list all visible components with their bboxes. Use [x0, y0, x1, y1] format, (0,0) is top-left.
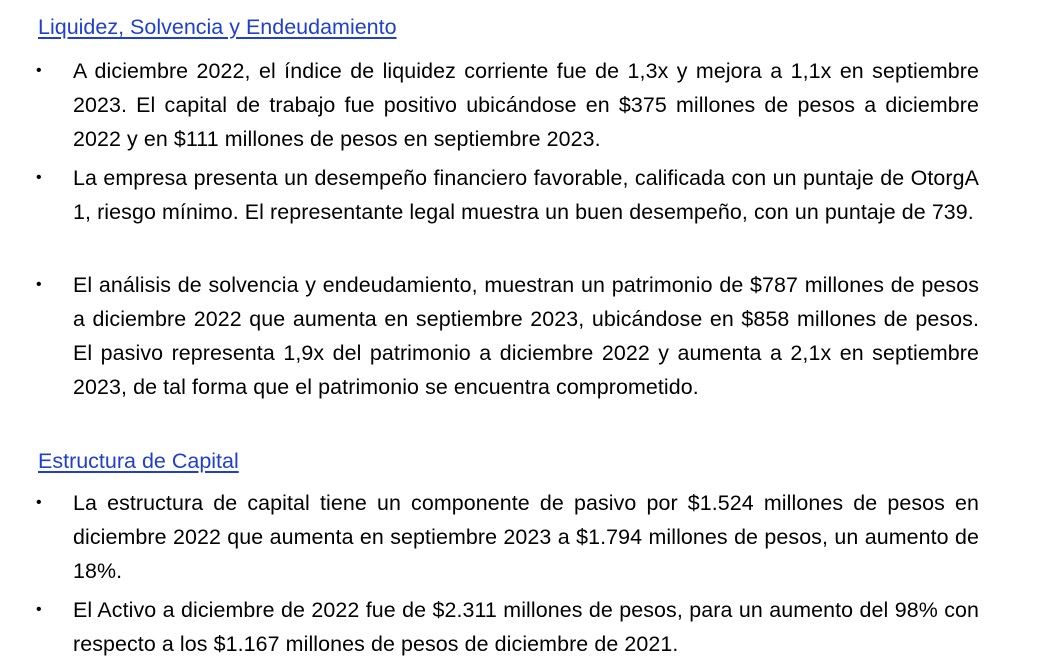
bullet-text: El Activo a diciembre de 2022 fue de $2.311 millones de pesos, para un aumento del 98% con respecto a los $1.167 millones de pesos de diciembre de 2021. [73, 598, 979, 656]
bullet-text: A diciembre 2022, el índice de liquidez corriente fue de 1,3x y mejora a 1,1x en septiembre 2023. El capital de trabajo fue positivo ubicándose en $375 millones de pesos a diciembre 2022 y en $111 millones de pesos en septiembre 2023. [73, 59, 979, 151]
bullet-marker: • [36, 601, 42, 618]
section-heading-estructura[interactable]: Estructura de Capital [38, 449, 239, 473]
bullet-marker: • [36, 276, 42, 293]
bullet-text: El análisis de solvencia y endeudamiento, muestran un patrimonio de $787 millones de pesos a diciembre 2022 que aumenta en septiembre 2023, ubicándose en $858 millones de pesos. El pasivo representa 1,9x del patrimonio a diciembre 2022 y aumenta a 2,1x en septiembre 2023, de tal forma que el patrimonio se encuentra comprometido. [73, 273, 979, 399]
bullet-marker: • [36, 62, 42, 79]
bullet-marker: • [36, 494, 42, 511]
section-heading-liquidez[interactable]: Liquidez, Solvencia y Endeudamiento [38, 15, 397, 39]
bullet-marker: • [36, 169, 42, 186]
bullet-text: La empresa presenta un desempeño financiero favorable, calificada con un puntaje de OtorgA 1, riesgo mínimo. El representante legal muestra un buen desempeño, con un puntaje de 739. [73, 166, 979, 224]
bullet-text: La estructura de capital tiene un componente de pasivo por $1.524 millones de pesos en diciembre 2022 que aumenta en septiembre 2023 a $1.794 millones de pesos, un aumento de 18%. [73, 491, 979, 583]
